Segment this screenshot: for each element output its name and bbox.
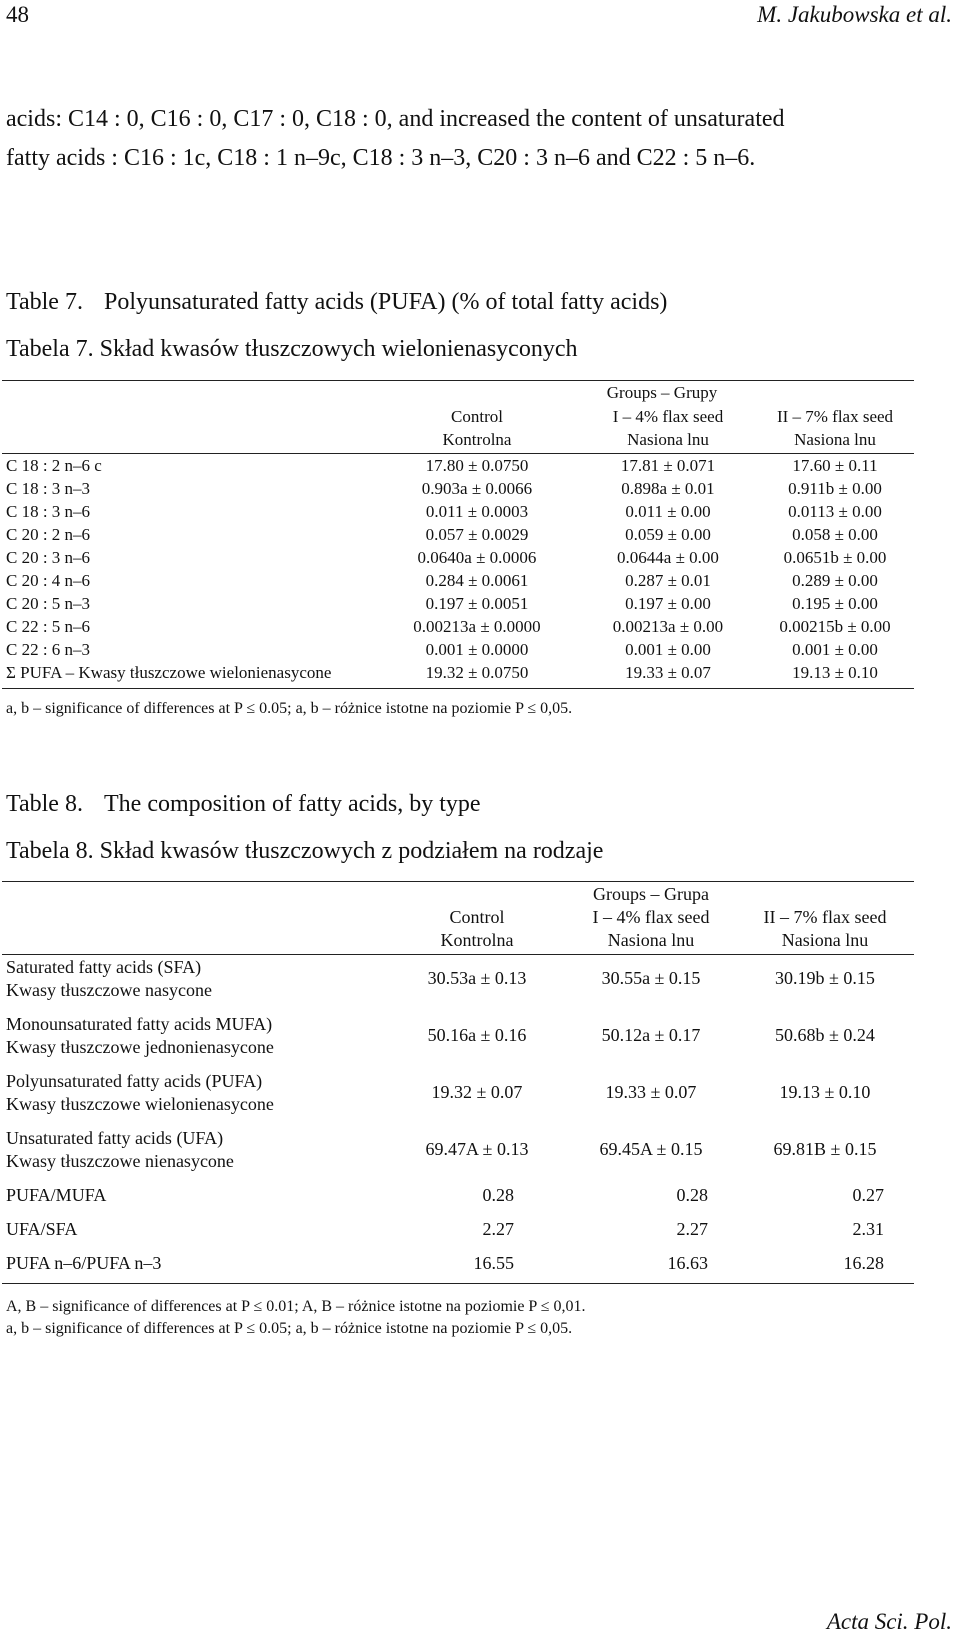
table-cell: 0.011 ± 0.00 (625, 502, 711, 521)
table-row-label: Saturated fatty acids (SFA) (6, 957, 202, 977)
table-cell: 0.0651b ± 0.00 (783, 548, 887, 567)
table8-col-header: I – 4% flax seed (592, 907, 710, 927)
table7-col-header: Nasiona lnu (627, 430, 709, 449)
table-cell: 19.33 ± 0.07 (605, 1082, 697, 1102)
body-line: acids: C14 : 0, C16 : 0, C17 : 0, C18 : 0, and increased the content of unsaturated (6, 106, 785, 132)
body-paragraph (6, 100, 785, 178)
table-cell: 0.058 ± 0.00 (792, 525, 878, 544)
table-row-label: C 18 : 2 n–6 c (6, 456, 102, 475)
table-row-label: Σ PUFA – Kwasy tłuszczowe wielonienasycone (6, 663, 332, 682)
table-cell: 0.001 ± 0.0000 (425, 640, 529, 659)
table-cell: 19.32 ± 0.0750 (425, 663, 529, 682)
table-row-label: UFA/SFA (6, 1219, 78, 1239)
table-cell: 19.33 ± 0.07 (625, 663, 711, 682)
table-cell: 0.001 ± 0.00 (792, 640, 878, 659)
table-cell: 0.0113 ± 0.00 (788, 502, 882, 521)
table-cell: 69.81B ± 0.15 (773, 1139, 877, 1159)
table-cell: 17.81 ± 0.071 (620, 456, 716, 475)
table-row-label: PUFA n–6/PUFA n–3 (6, 1253, 162, 1273)
table-cell: 0.28 (482, 1185, 514, 1205)
body-line: fatty acids : C16 : 1c, C18 : 1 n–9c, C18 : 3 n–3, C20 : 3 n–6 and C22 : 5 n–6. (6, 145, 756, 171)
table8-header-rule (2, 954, 914, 955)
table-cell: 0.00213a ± 0.00 (612, 617, 724, 636)
table-cell: 30.53a ± 0.13 (427, 968, 527, 988)
table-cell: 2.27 (482, 1219, 514, 1239)
table8-note: a, b – significance of differences at P ≤ 0.05; a, b – różnice istotne na poziomie P ≤ 0,05. (6, 1320, 573, 1337)
table8-note: A, B – significance of differences at P ≤ 0.01; A, B – różnice istotne na poziomie P ≤ 0,01. (6, 1298, 586, 1315)
table8-group-header: Groups – Grupa (593, 884, 709, 904)
table-cell: 0.289 ± 0.00 (792, 571, 878, 590)
table-cell: 19.13 ± 0.10 (792, 663, 878, 682)
table-row-label: Kwasy tłuszczowe wielonienasycone (6, 1094, 274, 1114)
table-cell: 30.55a ± 0.15 (601, 968, 701, 988)
table7-col-header: I – 4% flax seed (612, 407, 724, 426)
table-cell: 0.00215b ± 0.00 (779, 617, 891, 636)
table-cell: 0.0640a ± 0.0006 (417, 548, 537, 567)
table-cell: 69.47A ± 0.13 (425, 1139, 529, 1159)
table-cell: 69.45A ± 0.15 (599, 1139, 703, 1159)
table-row-label: C 18 : 3 n–6 (6, 502, 91, 521)
table-cell: 0.195 ± 0.00 (792, 594, 878, 613)
table7-col-header: II – 7% flax seed (776, 407, 894, 426)
table-cell: 0.911b ± 0.00 (788, 479, 882, 498)
table-cell: 0.197 ± 0.0051 (425, 594, 529, 613)
table-row-label: C 18 : 3 n–3 (6, 479, 91, 498)
table7-caption-pl: Tabela 7. Skład kwasów tłuszczowych wielonienasyconych (6, 336, 578, 362)
table-row-label: Polyunsaturated fatty acids (PUFA) (6, 1071, 263, 1091)
table-cell: 50.16a ± 0.16 (427, 1025, 527, 1045)
table8-caption-number: Table 8. (6, 791, 83, 817)
table8-caption-pl: Tabela 8. Skład kwasów tłuszczowych z podziałem na rodzaje (6, 838, 604, 864)
table-row-label: Kwasy tłuszczowe nienasycone (6, 1151, 234, 1171)
table8-top-rule (2, 881, 914, 882)
table8-col-header: II – 7% flax seed (763, 907, 887, 927)
table7-bottom-rule (2, 688, 914, 689)
table-cell: 0.287 ± 0.01 (625, 571, 711, 590)
table-row-label: C 20 : 3 n–6 (6, 548, 91, 567)
table-cell: 2.31 (852, 1219, 884, 1239)
table7-caption-number: Table 7. (6, 289, 83, 315)
table-row-label: Kwasy tłuszczowe nasycone (6, 980, 212, 1000)
table-row-label: Unsaturated fatty acids (UFA) (6, 1128, 224, 1148)
table8-col-header: Nasiona lnu (781, 930, 869, 950)
table-cell: 16.28 (843, 1253, 884, 1273)
table-row-label: Monounsaturated fatty acids MUFA) (6, 1014, 273, 1034)
table-cell: 16.63 (667, 1253, 708, 1273)
table-cell: 19.13 ± 0.10 (779, 1082, 871, 1102)
table7-note: a, b – significance of differences at P ≤ 0.05; a, b – różnice istotne na poziomie P ≤ 0,05. (6, 700, 573, 717)
table-cell: 30.19b ± 0.15 (775, 968, 875, 988)
table-cell: 0.27 (852, 1185, 884, 1205)
table-row-label: C 20 : 4 n–6 (6, 571, 91, 590)
table7-top-rule (2, 380, 914, 381)
journal-footer: Acta Sci. Pol. (826, 1609, 952, 1634)
table-row-label: C 20 : 5 n–3 (6, 594, 91, 613)
table-row-label: Kwasy tłuszczowe jednonienasycone (6, 1037, 274, 1057)
table-row-label: C 22 : 5 n–6 (6, 617, 91, 636)
table-cell: 17.60 ± 0.11 (792, 456, 878, 475)
table-row-label: C 22 : 6 n–3 (6, 640, 91, 659)
table-cell: 0.011 ± 0.0003 (425, 502, 529, 521)
table8-col-header: Nasiona lnu (607, 930, 695, 950)
table-cell: 0.057 ± 0.0029 (425, 525, 529, 544)
table-cell: 0.898a ± 0.01 (621, 479, 715, 498)
table-cell: 50.68b ± 0.24 (775, 1025, 875, 1045)
table-cell: 0.00213a ± 0.0000 (413, 617, 541, 636)
table8-col-header: Control (449, 907, 505, 927)
table7-col-header: Kontrolna (442, 430, 512, 449)
table-cell: 19.32 ± 0.07 (431, 1082, 523, 1102)
table7-col-header: Nasiona lnu (794, 430, 876, 449)
table7-caption-title: Polyunsaturated fatty acids (PUFA) (% of total fatty acids) (104, 289, 668, 315)
table-row-label: PUFA/MUFA (6, 1185, 107, 1205)
table7-col-header: Control (451, 407, 503, 426)
table7-group-header: Groups – Grupy (606, 383, 718, 402)
table8-caption-title: The composition of fatty acids, by type (104, 791, 481, 817)
table-cell: 17.80 ± 0.0750 (425, 456, 529, 475)
table-cell: 0.0644a ± 0.00 (617, 548, 719, 567)
page-number: 48 (6, 2, 29, 27)
table-cell: 0.28 (676, 1185, 708, 1205)
table-cell: 0.059 ± 0.00 (625, 525, 711, 544)
table-cell: 50.12a ± 0.17 (601, 1025, 701, 1045)
table8-bottom-rule (2, 1283, 914, 1284)
table7-caption-en (6, 289, 667, 316)
table-cell: 0.903a ± 0.0066 (421, 479, 533, 498)
table8-caption-en (6, 791, 481, 818)
table-cell: 0.001 ± 0.00 (625, 640, 711, 659)
table7-header-rule (2, 453, 914, 454)
table8-col-header: Kontrolna (440, 930, 514, 950)
table-cell: 16.55 (473, 1253, 514, 1273)
table-row-label: C 20 : 2 n–6 (6, 525, 91, 544)
table-cell: 0.197 ± 0.00 (625, 594, 711, 613)
running-head: M. Jakubowska et al. (757, 2, 952, 27)
table-cell: 0.284 ± 0.0061 (425, 571, 529, 590)
table-cell: 2.27 (676, 1219, 708, 1239)
